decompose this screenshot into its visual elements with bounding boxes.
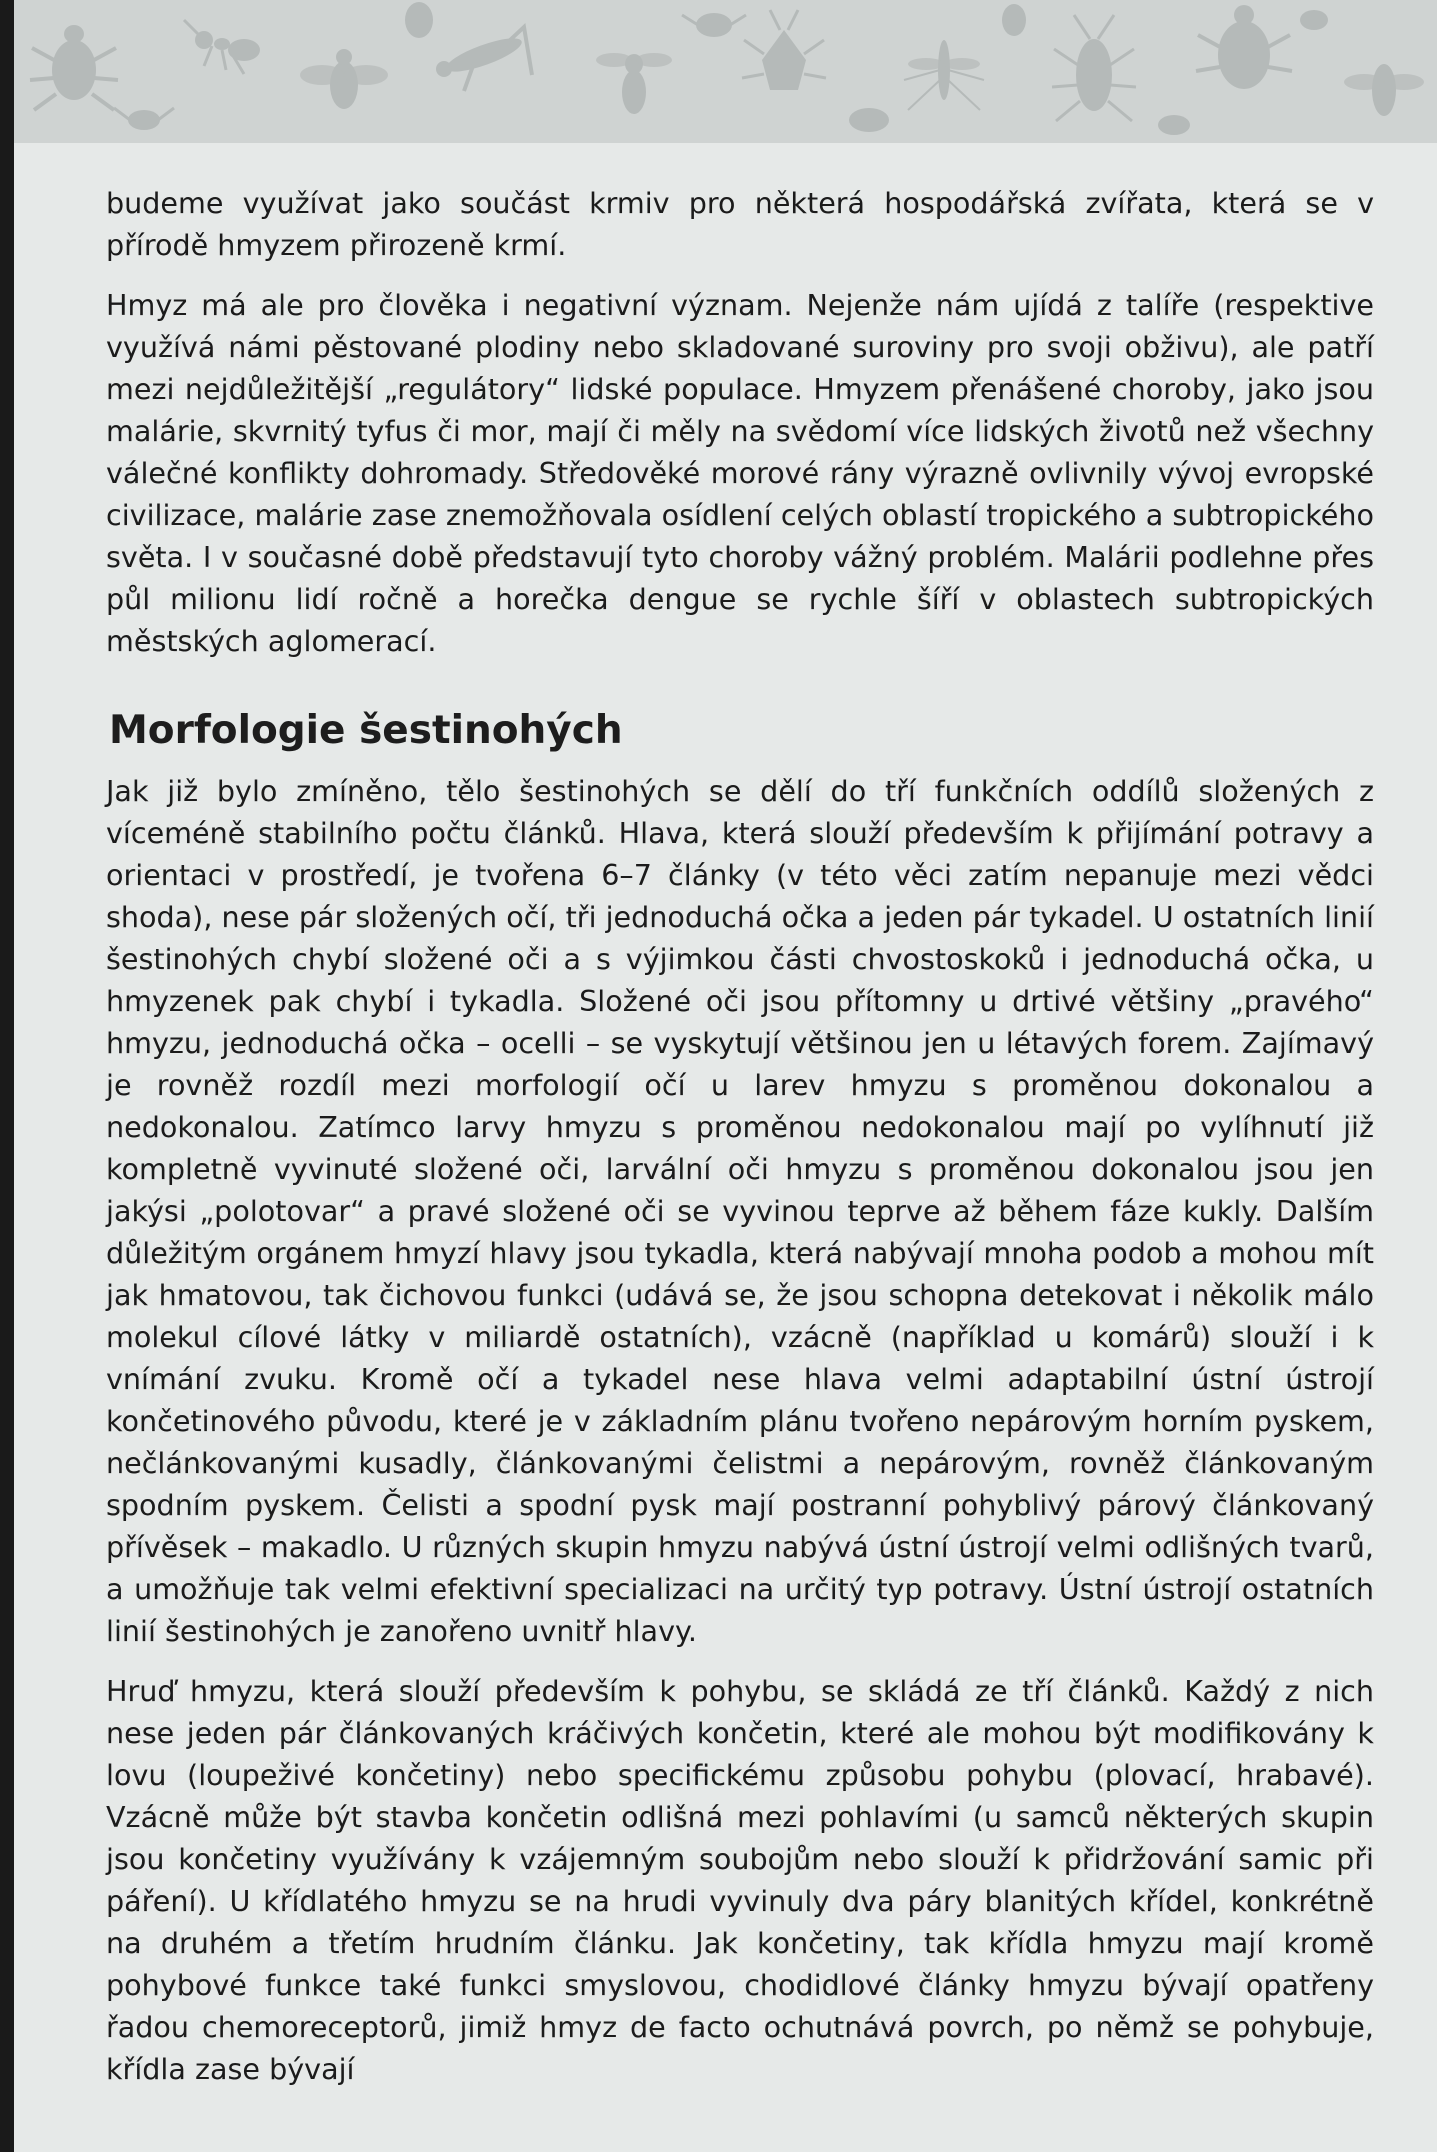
- beetle-icon: [30, 25, 118, 110]
- grasshopper-icon: [436, 27, 532, 91]
- paragraph-3: Jak již bylo zmíněno, tělo šestinohých se dělí do tří funkčních oddílů složených z víceméně stabilního počtu článků. Hlava, která slouží především k přijímání potravy a orientaci v prostředí, je tvořena 6–7 články (v této věci zatím nepanuje mezi vědci shoda), nese pár složených očí, tři jednoduchá očka a jeden pár tykadel. U ostatních linií šestinohých chybí složené oči a s výjimkou části chvostoskoků i jednoduchá očka, u hmyzenek pak chybí i tykadla. Složené oči jsou přítomny u drtivé většiny „pravého“ hmyzu, jednoduchá očka – ocelli – se vyskytují většinou jen u létavých forem. Zajímavý je rovněž rozdíl mezi morfologií očí u larev hmyzu s proměnou dokonalou a nedokonalou. Zatímco larvy hmyzu s proměnou nedokonalou mají po vylíhnutí již kompletně vyvinuté složené oči, larvální oči hmyzu s proměnou dokonalou jsou jen jakýsi „polotovar“ a pravé složené oči se vyvinou teprve až během fáze kukly. Dalším důležitým orgánem hmyzí hlavy jsou tykadla, která nabývají mnoha podob a mohou mít jak hmatovou, tak čichovou funkci (udává se, že jsou schopna detekovat i několik málo molekul cílové látky v miliardě ostatních), vzácně (například u komárů) slouží i k vnímání zvuku. Kromě očí a tykadel nese hlava velmi adaptabilní ústní ústrojí končetinového původu, které je v základním plánu tvořeno nepárovým horním pyskem, nečlánkovanými kusadly, článkovanými čelistmi a nepárovým, rovněž článkovaným spodním pyskem. Čelisti a spodní pysk mají postranní pohyblivý párový článkovaný přívěsek – makadlo. U různých skupin hmyzu nabývá ústní ústrojí velmi odlišných tvarů, a umožňuje tak velmi efektivní specializaci na určitý typ potravy. Ústní ústrojí ostatních linií šestinohých je zanořeno uvnitř hlavy.: [106, 774, 1374, 1648]
- paragraph-2: Hmyz má ale pro člověka i negativní význam. Nejenže nám ujídá z talíře (respektive využívá námi pěstované plodiny nebo skladované suroviny pro svoji obživu), ale patří mezi nejdůležitější „regulátory“ lidské populace. Hmyzem přenášené choroby, jako jsou malárie, skvrnitý tyfus či mor, mají či měly na svědomí více lidských životů než všechny válečné konflikty dohromady. Středověké morové rány výrazně ovlivnily vývoj evropské civilizace, malárie zase znemožňovala osídlení celých oblastí tropického a subtropického světa. I v současné době představují tyto choroby vážný problém. Malárii podlehne přes půl milionu lidí ročně a horečka dengue se rychle šíří v oblastech subtropických městských aglomerací.: [106, 288, 1374, 658]
- article-text: [106, 182, 1374, 2108]
- fly-icon: [300, 49, 388, 109]
- cockroach-icon: [1052, 15, 1136, 121]
- paragraph-1: budeme využívat jako součást krmiv pro některá hospodářská zvířata, která se v přírodě hmyzem přirozeně krmí.: [106, 186, 1374, 262]
- page-edge-shadow: [0, 0, 14, 143]
- wasp-icon: [596, 53, 672, 114]
- insect-pattern-header: [14, 0, 1437, 143]
- ant-icon: [184, 20, 260, 74]
- section-heading: Morfologie šestinohých: [109, 708, 623, 753]
- insect-silhouettes: [14, 0, 1437, 143]
- mosquito-icon: [904, 40, 984, 110]
- book-page: [14, 0, 1437, 2152]
- bug-icon: [742, 10, 826, 90]
- paragraph-4: Hruď hmyzu, která slouží především k pohybu, se skládá ze tří článků. Každý z nich nese jeden pár článkovaných kráčivých končetin, které ale mohou být modifikovány k lovu (loupeživé končetiny) nebo specifickému způsobu pohybu (plovací, hrabavé). Vzácně může být stavba končetin odlišná mezi pohlavími (u samců některých skupin jsou končetiny využívány k vzájemným soubojům nebo slouží k přidržování samic při páření). U křídlatého hmyzu se na hrudi vyvinuly dva páry blanitých křídel, konkrétně na druhém a třetím hrudním článku. Jak končetiny, tak křídla hmyzu mají kromě pohybové funkce také funkci smyslovou, chodidlové články hmyzu bývají opatřeny řadou chemoreceptorů, jimiž hmyz de facto ochutnává povrch, po němž se pohybuje, křídla zase bývají: [106, 1674, 1374, 2086]
